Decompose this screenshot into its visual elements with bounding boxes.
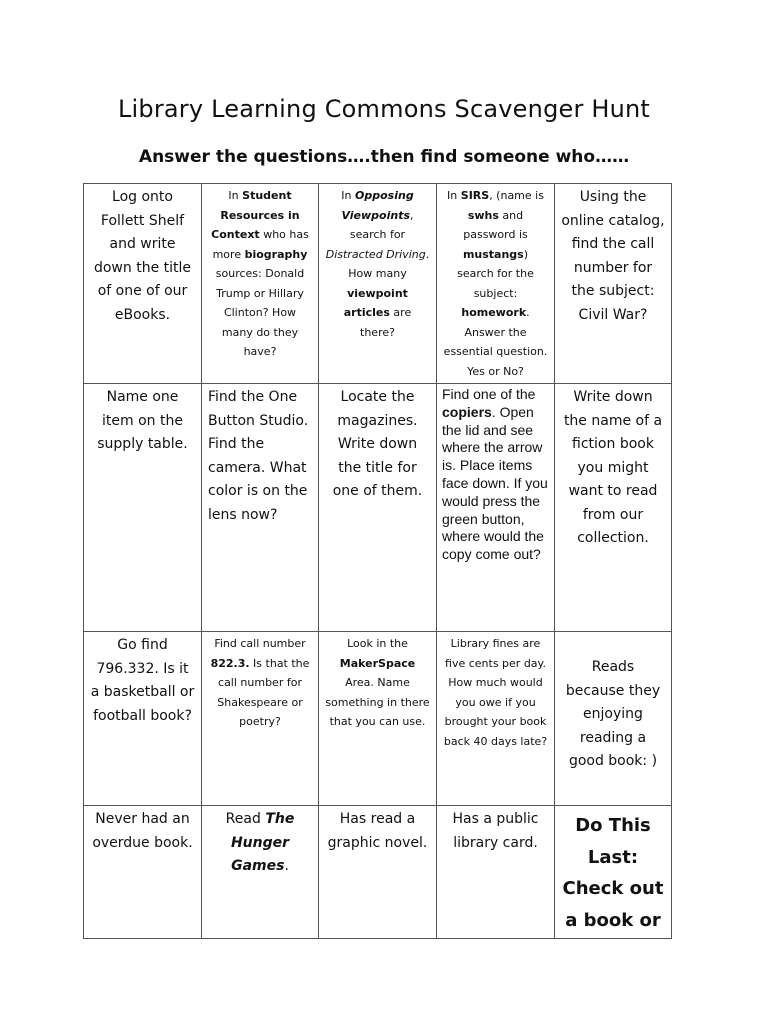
- cell-one-button-studio: Find the One Button Studio. Find the camera. What color is on the lens now?: [202, 384, 319, 632]
- cell-graphic-novel: Has read a graphic novel.: [319, 806, 437, 939]
- cell-do-this-last: Do This Last: Check out a book or: [555, 806, 672, 939]
- cell-call-number-796: Go find 796.332. Is it a basketball or football book?: [84, 632, 202, 806]
- page-subtitle: Answer the questions….then find someone who……: [138, 147, 630, 167]
- cell-library-fines: Library fines are five cents per day. How much would you owe if you brought your book back 40 days late?: [437, 632, 555, 806]
- scavenger-hunt-table: [83, 183, 672, 939]
- cell-fiction-book: Write down the name of a fiction book you might want to read from our collection.: [555, 384, 672, 632]
- table-row: [84, 184, 672, 384]
- cell-makerspace: Look in the MakerSpace Area. Name something in there that you can use.: [319, 632, 437, 806]
- cell-library-card: Has a public library card.: [437, 806, 555, 939]
- cell-sirs: In SIRS, (name is swhs and password is mustangs) search for the subject: homework. Answer the essential question. Yes or No?: [437, 184, 555, 384]
- page-title: Library Learning Commons Scavenger Hunt: [117, 95, 651, 123]
- cell-online-catalog: Using the online catalog, find the call number for the subject: Civil War?: [555, 184, 672, 384]
- cell-copiers: Find one of the copiers. Open the lid and see where the arrow is. Place items face down. If you would press the green button, where would the copy come out?: [437, 384, 555, 632]
- cell-hunger-games: Read The Hunger Games.: [202, 806, 319, 939]
- cell-overdue-book: Never had an overdue book.: [84, 806, 202, 939]
- table-row: [84, 632, 672, 806]
- cell-opposing-viewpoints: In Opposing Viewpoints, search for Distracted Driving. How many viewpoint articles are there?: [319, 184, 437, 384]
- cell-student-resources: In Student Resources in Context who has more biography sources: Donald Trump or Hillary Clinton? How many do they have?: [202, 184, 319, 384]
- table-row: [84, 806, 672, 939]
- table-row: [84, 384, 672, 632]
- cell-magazines: Locate the magazines. Write down the title for one of them.: [319, 384, 437, 632]
- cell-follett-shelf: Log onto Follett Shelf and write down the title of one of our eBooks.: [84, 184, 202, 384]
- cell-call-number-822: Find call number 822.3. Is that the call number for Shakespeare or poetry?: [202, 632, 319, 806]
- cell-reads-for-fun: Reads because they enjoying reading a good book: ): [555, 632, 672, 806]
- cell-supply-table: Name one item on the supply table.: [84, 384, 202, 632]
